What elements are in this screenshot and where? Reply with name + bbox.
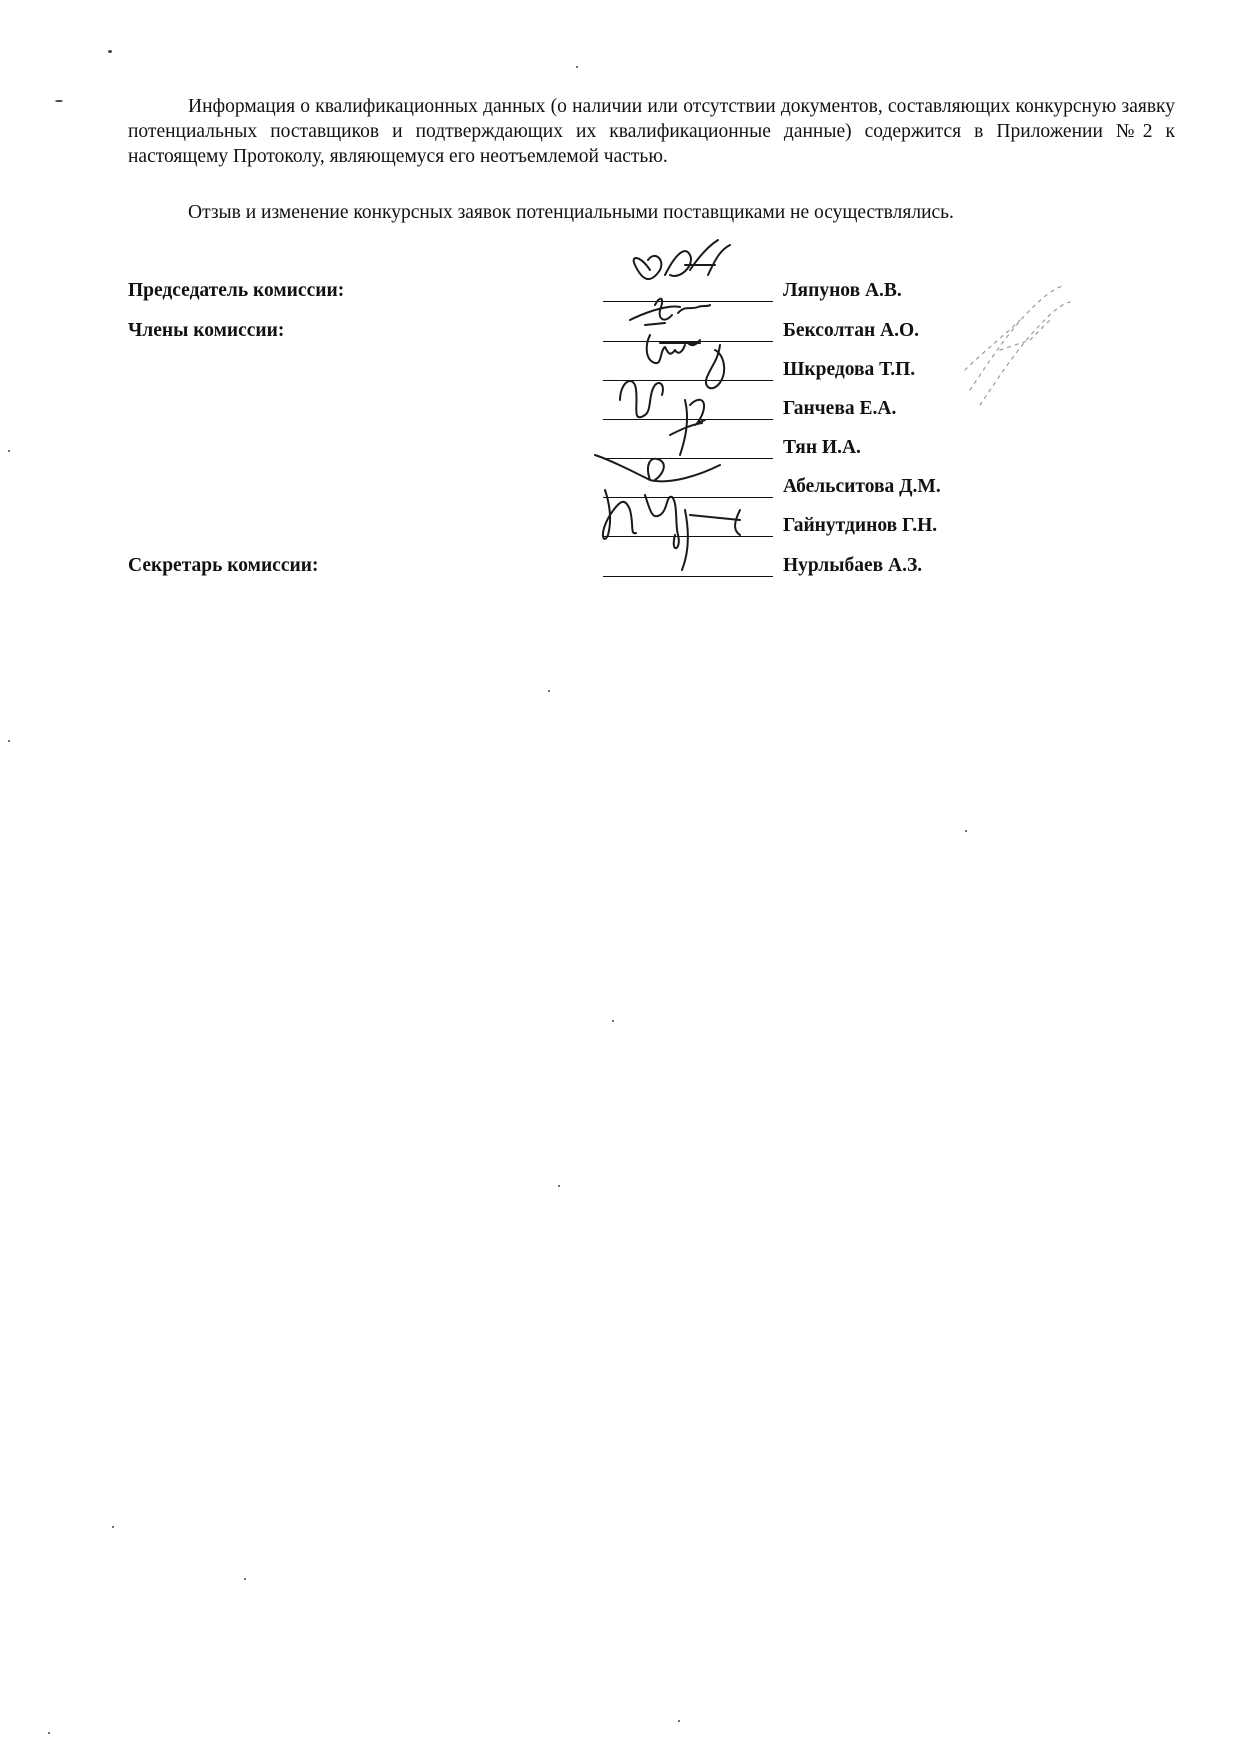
signature-line (603, 536, 773, 537)
signature-chair (634, 240, 730, 279)
scan-speck (55, 100, 63, 102)
scan-speck (8, 740, 10, 742)
signature-line (603, 341, 773, 342)
qualification-info-paragraph: Информация о квалификационных данных (о наличии или отсутствии документов, составляющих конкурсную заявку потенциальных поставщиков и подтверждающих их квалификационные данные) содержится в Приложении №2 к настоящему Протоколу, являющемуся его неотъемлемой частью. (128, 96, 1175, 167)
signer-name: Нурлыбаев А.З. (783, 555, 923, 576)
chair-label: Председатель комиссии: (128, 280, 345, 301)
signature-line (603, 458, 773, 459)
signature-line (603, 419, 773, 420)
signer-name: Абельситова Д.М. (783, 476, 941, 497)
signature-row-member (603, 511, 1023, 541)
signature-row-member (603, 394, 1023, 424)
signature-row-member (603, 355, 1023, 385)
signature-row-member (603, 316, 1023, 346)
signer-name: Шкредова Т.П. (783, 359, 916, 380)
signature-line (603, 576, 773, 577)
signature-line (603, 497, 773, 498)
signer-name: Гайнутдинов Г.Н. (783, 515, 938, 536)
scan-speck (112, 1526, 114, 1528)
signature-row-chair (603, 276, 1023, 306)
scan-speck (48, 1732, 50, 1734)
members-label: Члены комиссии: (128, 320, 285, 341)
scan-speck (576, 66, 578, 68)
signer-name: Ганчева Е.А. (783, 398, 897, 419)
scan-speck (558, 1185, 560, 1187)
signer-name: Ляпунов А.В. (783, 280, 902, 301)
signature-row-member (603, 433, 1023, 463)
scan-speck (965, 830, 967, 832)
signature-row-secretary (603, 551, 1023, 581)
secretary-label: Секретарь комиссии: (128, 555, 319, 576)
scan-speck (8, 450, 10, 452)
signature-line (603, 301, 773, 302)
scan-speck (244, 1578, 246, 1580)
withdrawal-info-paragraph: Отзыв и изменение конкурсных заявок потенциальными поставщиками не осуществлялись. (188, 202, 954, 223)
signer-name: Бексолтан А.О. (783, 320, 920, 341)
scan-speck (108, 50, 112, 53)
signer-name: Тян И.А. (783, 437, 861, 458)
scan-speck (548, 690, 550, 692)
signature-line (603, 380, 773, 381)
signature-row-member (603, 472, 1023, 502)
scan-speck (678, 1720, 680, 1722)
scan-speck (612, 1020, 614, 1022)
